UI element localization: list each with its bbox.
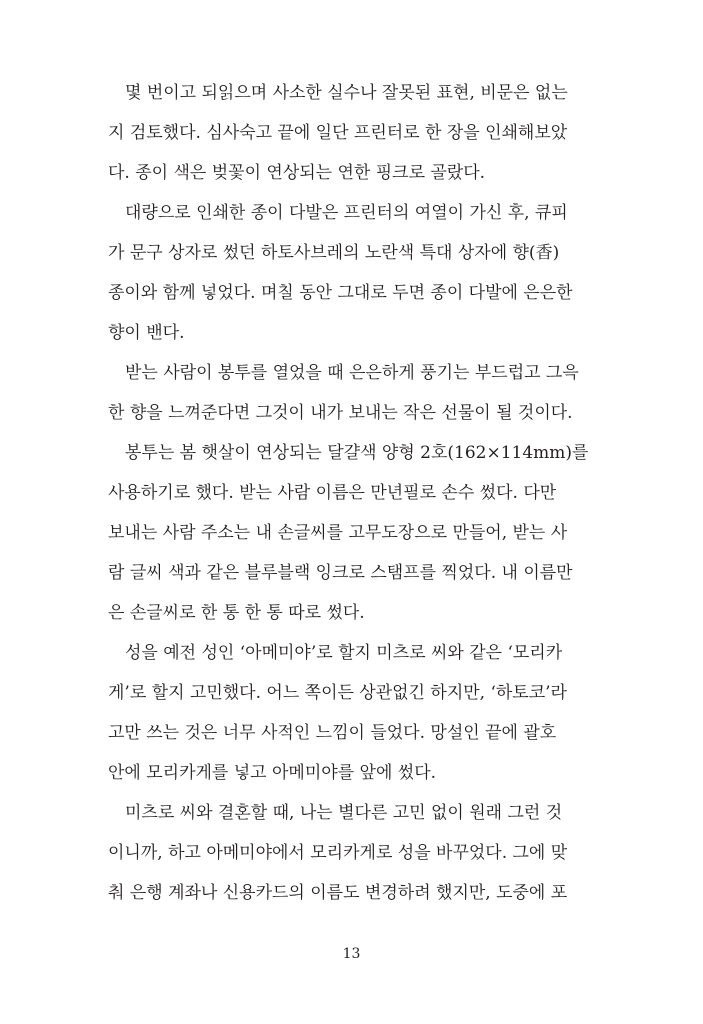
text-line: 가 문구 상자로 썼던 하토사브레의 노란색 특대 상자에 향(香) — [108, 243, 560, 263]
text-line: 은 손글씨로 한 통 한 통 따로 썼다. — [108, 603, 365, 623]
text-line: 안에 모리카게를 넣고 아메미야를 앞에 썼다. — [108, 763, 437, 783]
text-line: 지 검토했다. 심사숙고 끝에 일단 프린터로 한 장을 인쇄해보았 — [108, 123, 568, 143]
text-line: 몇 번이고 되읽으며 사소한 실수나 잘못된 표현, 비문은 없는 — [125, 83, 568, 103]
text-line: 한 향을 느껴준다면 그것이 내가 보내는 작은 선물이 될 것이다. — [108, 403, 573, 423]
text-line: 미츠로 씨와 결혼할 때, 나는 별다른 고민 없이 원래 그런 것 — [125, 803, 563, 823]
text-line: 종이와 함께 넣었다. 며칠 동안 그대로 두면 종이 다발에 은은한 — [108, 283, 573, 303]
text-line: 람 글씨 색과 같은 블루블랙 잉크로 스탬프를 찍었다. 내 이름만 — [108, 563, 573, 583]
text-line: 춰 은행 계좌나 신용카드의 이름도 변경하려 했지만, 도중에 포 — [108, 883, 568, 903]
body-text — [108, 73, 606, 913]
text-line: 향이 밴다. — [108, 323, 185, 343]
text-line: 봉투는 봄 햇살이 연상되는 달걀색 양형 2호(162×114mm)를 — [125, 443, 589, 463]
text-line: 사용하기로 했다. 받는 사람 이름은 만년필로 손수 썼다. 다만 — [108, 483, 557, 503]
text-line: 게’로 할지 고민했다. 어느 쪽이든 상관없긴 하지만, ‘하토코’라 — [108, 683, 567, 703]
text-line: 고만 쓰는 것은 너무 사적인 느낌이 들었다. 망설인 끝에 괄호 — [108, 723, 557, 743]
page-number: 13 — [342, 946, 361, 962]
text-line: 보내는 사람 주소는 내 손글씨를 고무도장으로 만들어, 받는 사 — [108, 523, 568, 543]
text-line: 다. 종이 색은 벚꽃이 연상되는 연한 핑크로 골랐다. — [108, 163, 486, 183]
text-line: 이니까, 하고 아메미야에서 모리카게로 성을 바꾸었다. 그에 맞 — [108, 843, 568, 863]
text-line: 대량으로 인쇄한 종이 다발은 프린터의 여열이 가신 후, 큐피 — [125, 203, 568, 223]
text-line: 받는 사람이 봉투를 열었을 때 은은하게 풍기는 부드럽고 그윽 — [125, 363, 579, 383]
text-line: 성을 예전 성인 ‘아메미야’로 할지 미츠로 씨와 같은 ‘모리카 — [125, 643, 563, 663]
